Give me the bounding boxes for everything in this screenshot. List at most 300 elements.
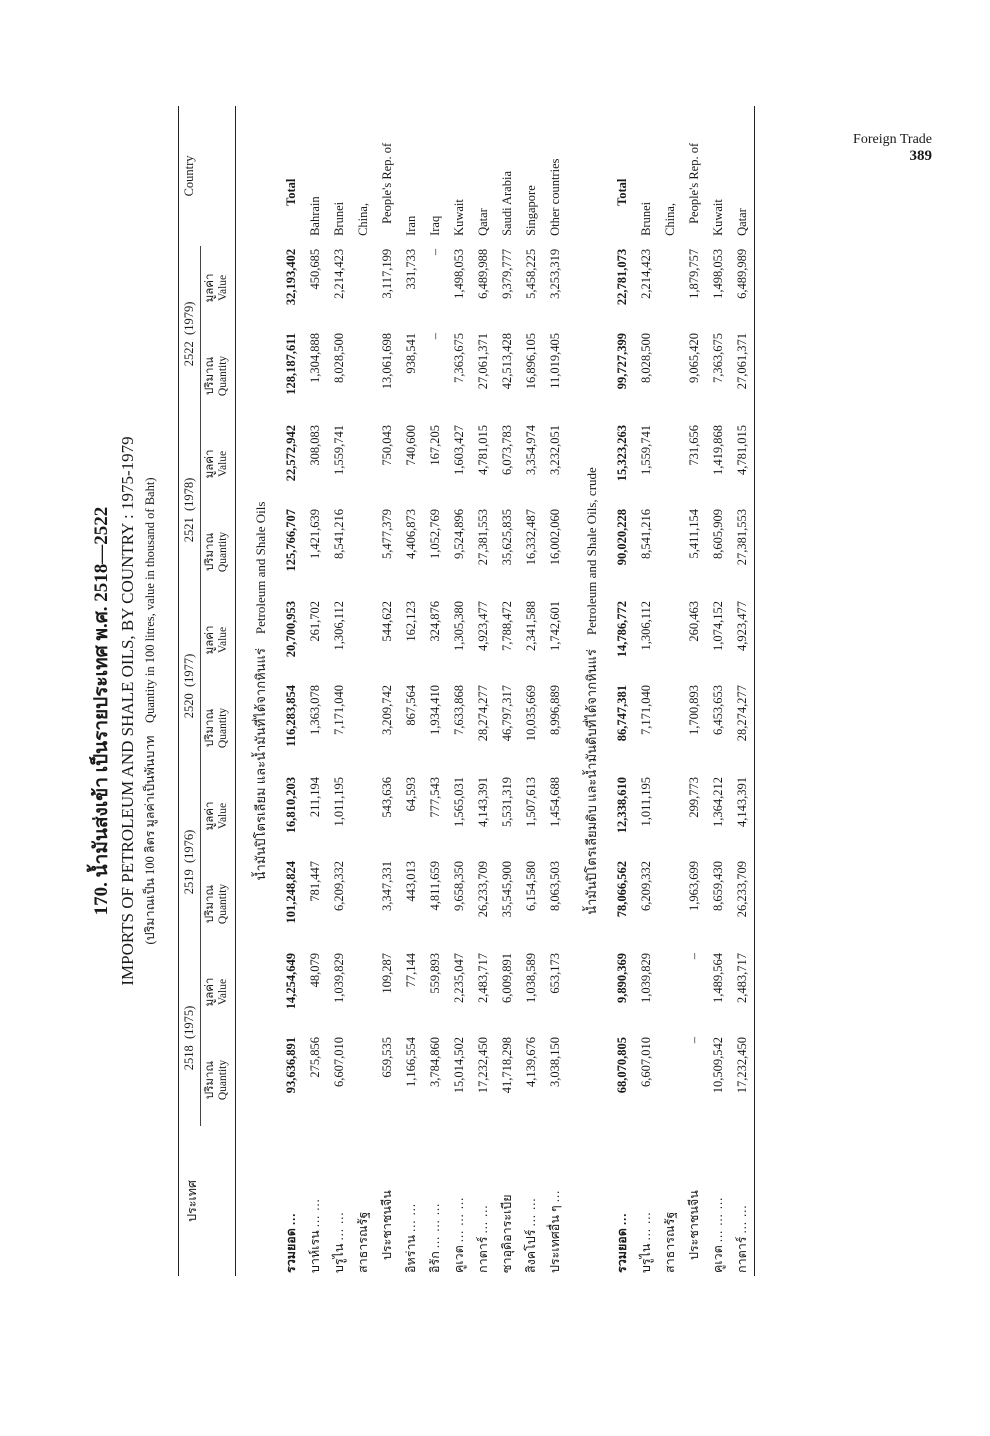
cell-value: 308,083 [307,424,322,466]
leader-dots: ... ... ... [452,1196,466,1243]
cell-quantity: 86,747,381 [614,684,629,742]
cell-quantity: 41,718,298 [499,1037,514,1094]
country-thai-text: ประชาชนจีน [687,1190,701,1260]
cell-value: 3,232,051 [547,424,562,475]
cell-value: 162,123 [403,600,418,642]
cell-value: 22,781,073 [614,248,629,306]
cell-quantity: 16,896,105 [523,332,538,390]
subheader-value [201,422,236,506]
subheader-value [201,246,236,330]
country-name-thai [730,1126,755,1276]
cell-value: 7,788,472 [499,600,514,651]
cell-value [351,950,375,1034]
table-units-note [140,146,160,1276]
cell-quantity [658,330,682,422]
cell-value: 1,419,868 [710,424,725,475]
cell-quantity: 35,545,900 [499,860,514,918]
cell-quantity: 867,564 [403,684,418,726]
header-row-years [179,106,201,1276]
table-body [236,106,755,1276]
subheader-value-thai: มูลค่า [204,449,216,479]
subheader-quantity-thai: ปริมาณ [204,356,216,396]
year-be: 2518 [182,1045,196,1071]
cell-quantity: 68,070,805 [614,1037,629,1094]
table-row [423,106,447,1276]
cell-quantity [351,1034,375,1126]
cell-quantity: 8,541,216 [331,508,346,559]
year-header [179,598,201,774]
country-name-thai [399,1126,423,1276]
cell-quantity: 10,035,669 [523,684,538,742]
cell-quantity: 8,063,503 [547,860,562,911]
subheader-value-english: Value [217,274,229,302]
subheader-quantity-thai: ปริมาณ [204,708,216,748]
country-name-thai [423,1126,447,1276]
subheader-value-english: Value [217,802,229,830]
leader-dots: ... ... ... [711,1196,725,1243]
cell-quantity: 90,020,228 [614,508,629,566]
section-label-english: Petroleum and Shale Oils [253,501,268,635]
country-thai-text: บรูไน [639,1243,653,1273]
table-header [179,106,236,1276]
cell-quantity: 26,233,709 [475,860,490,918]
country-name-english: Kuwait [710,199,725,236]
cell-value: 16,810,203 [283,776,298,834]
country-name-english: Brunei [331,201,346,236]
year-ce: (1977) [182,653,196,687]
table-title-th-text: น้ำมันส่งเข้า เป็นรายประเทศ พ.ศ. 2518—2522 [91,506,112,878]
cell-quantity: 3,038,150 [547,1037,562,1087]
cell-quantity: 9,524,896 [451,508,466,559]
cell-quantity: 3,209,742 [379,684,394,735]
cell-value: 450,685 [307,248,322,290]
cell-quantity: 10,509,542 [710,1037,725,1094]
cell-value: 3,253,319 [547,248,562,299]
cell-quantity: 5,477,379 [379,508,394,559]
country-name-english: Qatar [730,106,755,246]
year-be: 2520 [182,693,196,719]
cell-value: 544,622 [379,600,394,642]
cell-quantity: 7,171,040 [331,684,346,735]
cell-quantity: 46,797,317 [499,684,514,742]
subheader-quantity-english: Quantity [217,883,229,925]
year-be: 2521 [182,517,196,543]
cell-quantity: 128,187,611 [283,332,298,395]
total-row [279,106,303,1276]
table-row [706,106,730,1276]
cell-quantity [351,858,375,950]
cell-quantity: – [686,1037,701,1044]
cell-value: 1,879,757 [686,248,701,299]
cell-value [658,774,682,858]
year-header [179,422,201,598]
table-row [471,106,495,1276]
table-row [375,106,399,1276]
subheader-quantity-thai: ปริมาณ [204,1060,216,1100]
cell-value: 22,572,942 [283,424,298,482]
cell-quantity [351,506,375,598]
cell-quantity: 6,209,332 [331,860,346,911]
subheader-quantity-english: Quantity [217,707,229,749]
cell-value: 6,489,989 [730,246,755,330]
cell-value: 4,923,477 [730,598,755,682]
table-row [327,106,351,1276]
subheader-quantity-thai: ปริมาณ [204,884,216,924]
leader-dots: ... [615,1212,629,1225]
cell-value [351,598,375,682]
subheader-quantity-thai: ปริมาณ [204,532,216,572]
cell-value: 324,876 [427,600,442,642]
country-name-english: Bahrain [307,196,322,236]
country-name-english: People's Rep. of [686,142,701,224]
cell-quantity: 17,232,450 [730,1034,755,1126]
subheader-quantity [201,330,236,422]
country-name-english: Other countries [547,158,562,236]
cell-quantity: 28,274,277 [730,682,755,774]
leader-dots: ... ... ... [428,1202,442,1249]
cell-value: 1,559,741 [638,424,653,475]
cell-quantity: 8,028,500 [331,332,346,383]
cell-quantity [351,330,375,422]
section-name: Foreign Trade [853,132,932,147]
cell-quantity: 6,607,010 [638,1037,653,1087]
cell-value: 1,603,427 [451,424,466,475]
cell-quantity: 8,659,430 [710,860,725,911]
country-name-thai [706,1126,730,1276]
cell-value: 1,074,152 [710,600,725,651]
country-thai-text: อิรัก [428,1251,442,1273]
cell-value: 211,194 [307,776,322,818]
cell-quantity: 27,061,371 [475,332,490,390]
cell-quantity: 125,766,707 [283,508,298,572]
units-english: Quantity in 100 litres, value in thousand of Baht) [143,477,157,723]
cell-quantity [658,682,682,774]
country-name-english: China, [662,202,677,236]
country-thai-text: กาตาร์ [735,1236,749,1273]
cell-quantity: 1,963,699 [686,860,701,911]
country-thai-text: สาธารณรัฐ [663,1211,677,1273]
cell-value: 299,773 [686,776,701,818]
cell-quantity: 1,421,639 [307,508,322,559]
cell-value: 543,636 [379,776,394,818]
country-thai-text: ประชาชนจีน [380,1190,394,1260]
subheader-quantity-english: Quantity [217,531,229,573]
cell-value: 777,543 [427,776,442,818]
cell-value: 1,565,031 [451,776,466,827]
cell-value: 2,483,717 [475,952,490,1003]
cell-value: 261,702 [307,600,322,642]
cell-quantity [351,682,375,774]
cell-quantity: 15,014,502 [451,1037,466,1094]
year-ce: (1979) [182,301,196,335]
country-name-english: Total [614,178,629,206]
cell-quantity: 93,636,891 [283,1037,298,1094]
cell-value: 1,011,195 [331,776,346,827]
cell-quantity: 7,363,675 [710,332,725,383]
cell-value: 5,531,319 [499,776,514,827]
cell-value: 6,009,891 [499,952,514,1003]
cell-quantity: 27,381,553 [475,508,490,566]
cell-quantity: 42,513,428 [499,332,514,390]
cell-quantity: 3,347,331 [379,860,394,911]
cell-quantity: 659,535 [379,1037,394,1078]
section-heading-row [567,106,610,1276]
cell-value: 2,235,047 [451,952,466,1003]
cell-quantity: 7,363,675 [451,332,466,383]
cell-value: 9,379,777 [499,248,514,299]
section-label-thai: น้ำมันปิโตรเลียม และน้ำมันที่ได้จากหินแร่ [253,648,268,881]
leader-dots: ... [548,1189,562,1203]
leader-dots: ... ... [476,1204,490,1234]
cell-quantity [658,858,682,950]
section-heading [236,106,280,1276]
cell-value: 1,038,589 [523,952,538,1003]
country-name-english: China, [355,202,370,236]
cell-value [658,598,682,682]
cell-value: 653,173 [547,952,562,994]
country-name-thai [543,1126,567,1276]
cell-value: 1,498,053 [451,248,466,299]
cell-quantity: 99,727,399 [614,332,629,390]
cell-value: 2,483,717 [730,950,755,1034]
cell-value: 331,733 [403,248,418,290]
cell-value: 6,489,988 [475,248,490,299]
cell-value: 1,559,741 [331,424,346,475]
cell-value: 2,214,423 [331,248,346,299]
year-ce: (1975) [182,1005,196,1040]
leader-dots: ... ... [332,1211,346,1241]
cell-value: 20,700,953 [283,600,298,658]
country-name-english: Iran [403,215,418,236]
subheader-value-english: Value [217,626,229,654]
country-name-english: Qatar [475,208,490,236]
country-thai-text: รวมยอด [284,1228,298,1273]
country-name-english: Saudi Arabia [499,171,514,236]
table-row [634,106,658,1276]
cell-quantity: 7,633,868 [451,684,466,735]
cell-value: 1,039,829 [331,952,346,1003]
table-number: 170. [91,882,112,916]
subheader-quantity [201,1034,236,1126]
country-thai-text: รวมยอด [615,1228,629,1273]
country-name-english: Brunei [638,201,653,236]
cell-quantity: 101,248,824 [283,860,298,924]
cell-value: 1,454,688 [547,776,562,827]
cell-value: 1,306,112 [331,600,346,651]
subheader-value-thai: มูลค่า [204,801,216,831]
country-name-thai [303,1126,327,1276]
country-name-english: Singapore [523,185,538,236]
total-row [610,106,634,1276]
subheader-value-english: Value [217,450,229,478]
cell-value: 4,781,015 [475,424,490,475]
cell-quantity: 8,541,216 [638,508,653,559]
cell-quantity: 9,658,350 [451,860,466,911]
cell-value: 1,364,212 [710,776,725,827]
year-header [179,950,201,1126]
cell-quantity: 11,019,405 [547,332,562,389]
cell-value: 15,323,263 [614,424,629,482]
cell-quantity: 3,784,860 [427,1037,442,1087]
cell-value: 1,305,380 [451,600,466,651]
table-row [543,106,567,1276]
country-thai-text: บาห์เรน [308,1230,322,1273]
cell-quantity: 8,996,889 [547,684,562,735]
cell-quantity: 1,304,888 [307,332,322,383]
table-row [519,106,543,1276]
col-country-english: Country [179,106,236,246]
table-row [495,106,519,1276]
leader-dots: ... [284,1212,298,1225]
country-name-thai [610,1126,634,1276]
leader-dots: ... ... [404,1202,418,1232]
cell-value [658,246,682,330]
cell-quantity: 4,406,873 [403,508,418,559]
cell-value: 48,079 [307,952,322,988]
country-name-thai [519,1126,543,1276]
cell-value: 14,786,772 [614,600,629,658]
subheader-value-english: Value [217,978,229,1006]
cell-value [351,422,375,506]
year-header [179,774,201,950]
table-row [399,106,423,1276]
cell-quantity: 8,028,500 [638,332,653,383]
cell-value: 3,354,974 [523,424,538,475]
cell-quantity: 16,332,487 [523,508,538,566]
cell-value: 3,117,199 [379,248,394,299]
cell-value: 750,043 [379,424,394,466]
cell-value [658,950,682,1034]
cell-value: 5,458,225 [523,248,538,299]
cell-quantity: 13,061,698 [379,332,394,390]
cell-value: 4,143,391 [730,774,755,858]
cell-value: 740,600 [403,424,418,466]
leader-dots: ... ... [308,1198,322,1228]
cell-value: 559,893 [427,952,442,994]
cell-value: – [686,952,701,960]
section-heading [567,106,610,1276]
year-be: 2519 [182,869,196,895]
country-thai-text: กาตาร์ [476,1236,490,1273]
cell-value: 167,205 [427,424,442,466]
subheader-quantity-english: Quantity [217,1059,229,1101]
cell-value [351,246,375,330]
country-thai-text: คูเวต [711,1245,725,1273]
country-thai-text: สาธารณรัฐ [356,1211,370,1273]
cell-value: 731,656 [686,424,701,466]
cell-quantity: 1,700,893 [686,684,701,735]
country-name-thai [447,1126,471,1276]
cell-value: 64,593 [403,776,418,812]
cell-quantity: 26,233,709 [730,858,755,950]
cell-quantity: 78,066,562 [614,860,629,918]
cell-value: 6,073,783 [499,424,514,475]
cell-value [351,774,375,858]
cell-quantity: 938,541 [403,332,418,374]
country-name-thai [375,1126,399,1276]
cell-value: 109,287 [379,952,394,994]
subheader-value-thai: มูลค่า [204,625,216,655]
cell-quantity: 275,856 [307,1037,322,1078]
section-heading-row [236,106,280,1276]
subheader-value [201,598,236,682]
subheader-quantity [201,858,236,950]
table-row [730,106,755,1276]
table-row [351,106,375,1276]
year-be: 2522 [182,341,196,367]
table-row [303,106,327,1276]
cell-quantity: 116,283,854 [283,684,298,747]
cell-value: 1,011,195 [638,776,653,827]
cell-quantity: 1,934,410 [427,684,442,735]
subheader-quantity [201,682,236,774]
cell-quantity [658,506,682,598]
cell-quantity: 8,605,909 [710,508,725,559]
country-thai-text: ซาอุดิอาระเบีย [500,1194,514,1273]
cell-quantity: – [427,332,442,340]
cell-quantity: 4,811,659 [427,860,442,911]
subheader-quantity [201,506,236,598]
cell-value: 14,254,649 [283,952,298,1010]
cell-value [658,422,682,506]
country-thai-text: บรูไน [332,1243,346,1273]
subheader-value [201,950,236,1034]
cell-quantity: 781,447 [307,860,322,902]
cell-value: 1,306,112 [638,600,653,651]
cell-quantity: 443,013 [403,860,418,902]
cell-value: 1,039,829 [638,952,653,1003]
cell-value: 9,890,369 [614,952,629,1003]
country-name-thai [279,1126,303,1276]
cell-value: 4,143,391 [475,776,490,827]
cell-value: 1,498,053 [710,248,725,299]
cell-value: – [427,248,442,256]
country-name-english: Iraq [427,215,442,236]
table-title-english: IMPORTS OF PETROLEUM AND SHALE OILS, BY COUNTRY : 1975-1979 [118,436,137,986]
country-name-thai [471,1126,495,1276]
section-label-english: Petroleum and Shale Oils, crude [584,467,599,636]
cell-quantity: 6,607,010 [331,1037,346,1087]
cell-quantity: 17,232,450 [475,1037,490,1094]
leader-dots: ... ... [735,1204,749,1234]
country-name-english: People's Rep. of [379,142,394,224]
cell-quantity: 1,052,769 [427,508,442,559]
country-name-thai [682,1126,706,1276]
cell-quantity: 27,061,371 [730,330,755,422]
country-thai-text: อิหร่าน [404,1234,418,1273]
table-title-block [86,146,160,1276]
cell-value: 12,338,610 [614,776,629,834]
cell-quantity: 28,274,277 [475,684,490,742]
cell-value: 4,923,477 [475,600,490,651]
cell-value: 4,781,015 [730,422,755,506]
cell-quantity: 7,171,040 [638,684,653,735]
leader-dots: ... ... [524,1197,538,1227]
cell-quantity: 5,411,154 [686,508,701,559]
units-thai: (ปริมาณเป็น 100 ลิตร มูลค่าเป็นพันบาท [143,735,157,945]
country-thai-text: คูเวต [452,1245,466,1273]
country-name-english: Kuwait [451,199,466,236]
country-name-thai [634,1126,658,1276]
table-row [447,106,471,1276]
subheader-value [201,774,236,858]
cell-value: 2,341,588 [523,600,538,651]
cell-value: 1,507,613 [523,776,538,827]
cell-quantity [658,1034,682,1126]
table-title-thai [86,146,116,1276]
country-thai-text: ประเทศอื่น ๆ [548,1205,562,1273]
cell-quantity: 27,381,553 [730,506,755,598]
